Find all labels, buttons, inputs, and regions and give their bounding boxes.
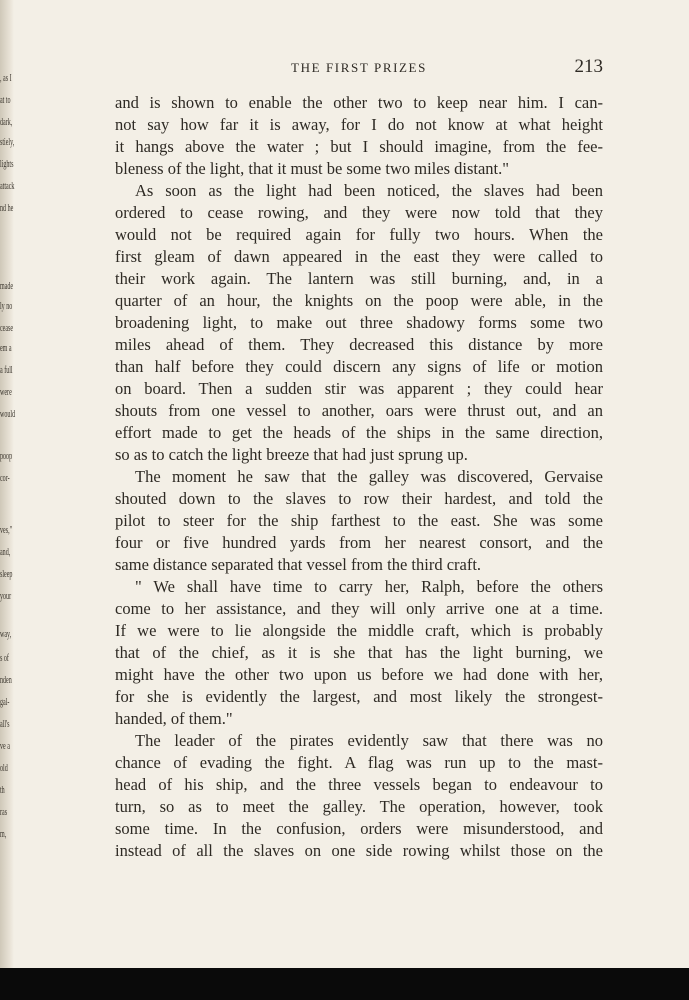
running-head — [115, 56, 603, 82]
text-line: If we were to lie alongside the middle craft, which is probably — [115, 621, 603, 640]
text-line: The moment he saw that the galley was discovered, Gervaise — [135, 467, 603, 486]
text-line: first gleam of dawn appeared in the east they were called to — [115, 247, 603, 266]
text-line: it hangs above the water ; but I should imagine, from the fee- — [115, 137, 603, 156]
text-line: shouted down to the slaves to row their hardest, and told the — [115, 489, 603, 508]
margin-fragment: attack — [0, 180, 15, 192]
text-line: miles ahead of them. They decreased this distance by more — [115, 335, 603, 354]
text-line: quarter of an hour, the knights on the poop were able, in the — [115, 291, 603, 310]
text-line: not say how far it is away, for I do not know at what height — [115, 115, 603, 134]
text-line: head of his ship, and the three vessels began to endeavour to — [115, 775, 603, 794]
margin-fragment: ly no — [0, 300, 13, 312]
margin-fragment: th — [0, 784, 5, 796]
text-line: effort made to get the heads of the ships in the same direction, — [115, 423, 603, 442]
margin-fragment: lights — [0, 158, 14, 170]
margin-fragment: ves," — [0, 524, 13, 536]
text-line: The leader of the pirates evidently saw that there was no — [135, 731, 603, 750]
margin-fragment: sleep — [0, 568, 13, 580]
text-line: and is shown to enable the other two to keep near him. I can- — [115, 93, 603, 112]
margin-fragment: s of — [0, 652, 9, 664]
margin-fragment: gal- — [0, 696, 10, 708]
margin-fragment: and, — [0, 546, 11, 558]
text-line: so as to catch the light breeze that had just sprung up. — [115, 445, 468, 464]
margin-fragment: all's — [0, 718, 10, 730]
text-line: broadening light, to make out three shadowy forms some two — [115, 313, 603, 332]
margin-fragment: , as I — [0, 72, 12, 84]
text-line: than half before they could discern any signs of life or motion — [115, 357, 603, 376]
text-line: shouts from one vessel to another, oars were thrust out, and an — [115, 401, 603, 420]
text-line: bleness of the light, that it must be some two miles distant." — [115, 159, 509, 178]
margin-fragment: a full — [0, 364, 13, 376]
text-line: their work again. The lantern was still burning, and, in a — [115, 269, 603, 288]
margin-fragment: old — [0, 762, 8, 774]
text-line: As soon as the light had been noticed, the slaves had been — [135, 181, 603, 200]
scan-bottom-edge — [0, 968, 689, 1000]
margin-fragment: at to — [0, 94, 11, 106]
text-line: might have the other two upon us before we had done with her, — [115, 665, 603, 684]
text-line: some time. In the confusion, orders were misunderstood, and — [115, 819, 603, 838]
margin-fragment: ve a — [0, 740, 10, 752]
margin-fragment: ras — [0, 806, 8, 818]
text-line: handed, of them." — [115, 709, 233, 728]
margin-fragment: made — [0, 280, 14, 292]
running-title: THE FIRST PRIZES — [291, 60, 427, 75]
text-line: same distance separated that vessel from the third craft. — [115, 555, 482, 574]
page-number: 213 — [574, 56, 603, 77]
text-line: would not be required again for fully two hours. When the — [115, 225, 603, 244]
text-line: four or five hundred yards from her nearest consort, and the — [115, 533, 603, 552]
margin-fragment: em a — [0, 342, 12, 354]
margin-fragment: were — [0, 386, 12, 398]
text-line: come to her assistance, and they will only arrive one at a time. — [115, 599, 603, 618]
text-line: ordered to cease rowing, and they were now told that they — [115, 203, 603, 222]
text-line: for she is evidently the largest, and most likely the strongest- — [115, 687, 603, 706]
margin-fragment: stiely, — [0, 136, 15, 148]
margin-fragment: cor- — [0, 472, 10, 484]
text-line: pilot to steer for the ship farthest to the east. She was some — [115, 511, 603, 530]
margin-fragment: m, — [0, 828, 7, 840]
text-line: turn, so as to meet the galley. The operation, however, took — [115, 797, 603, 816]
margin-fragment: way, — [0, 628, 12, 640]
margin-fragment: nd he — [0, 202, 14, 214]
text-line: " We shall have time to carry her, Ralph, before the others — [135, 577, 603, 596]
margin-fragment: nden — [0, 674, 12, 686]
margin-fragment: dark, — [0, 116, 13, 128]
body-text — [115, 92, 603, 862]
text-line: chance of evading the fight. A flag was run up to the mast- — [115, 753, 603, 772]
text-line: that of the chief, as it is she that has the light burning, we — [115, 643, 603, 662]
margin-fragment: cease — [0, 322, 14, 334]
text-line: on board. Then a sudden stir was apparent ; they could hear — [115, 379, 603, 398]
text-line: instead of all the slaves on one side rowing whilst those on the — [115, 841, 603, 860]
margin-fragment: your — [0, 590, 12, 602]
margin-fragment: would — [0, 408, 16, 420]
margin-fragment: poop — [0, 450, 13, 462]
